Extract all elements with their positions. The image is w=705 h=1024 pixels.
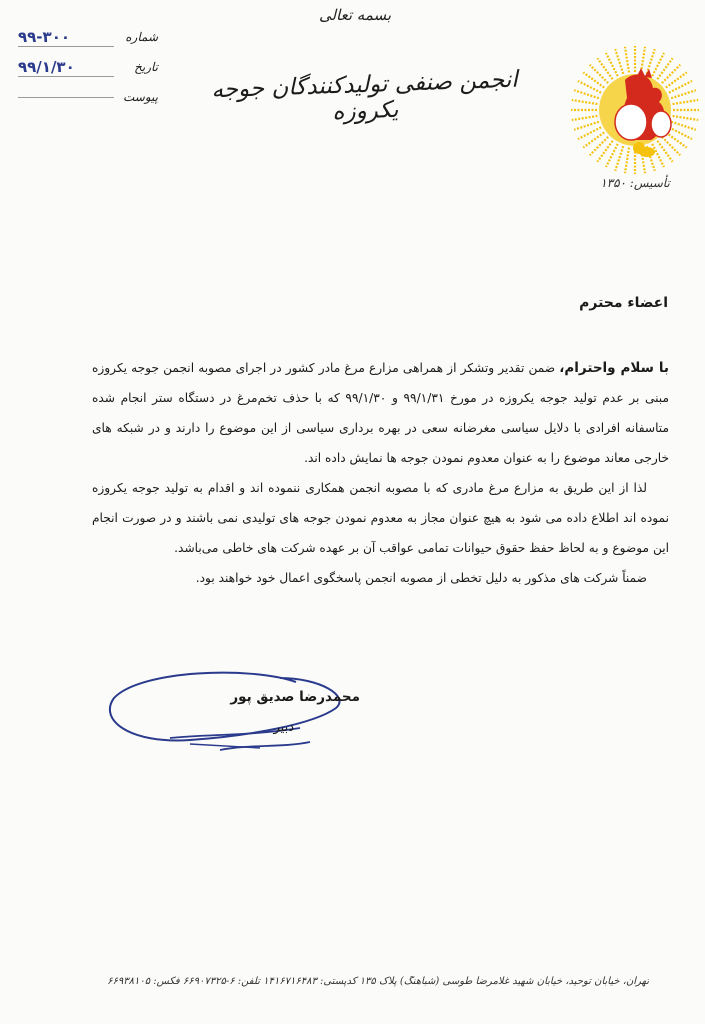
logo-ray	[662, 137, 680, 155]
logo-ray	[662, 65, 680, 83]
number-label: شماره	[125, 30, 158, 44]
logo-ray	[590, 65, 608, 83]
logo-ray	[673, 116, 699, 120]
logo-ray	[615, 49, 623, 74]
signatory-title: دبیر	[273, 720, 294, 735]
paragraph-2: لذا از این طریق به مزارع مرغ مادری که با مصوبه انجمن همکاری ننموده اند و اقدام به تولید جوجه یکروزه نموده اند اطلاع داده می شود به هیچ عنوان مجاز به معدوم نمودن جوجه های تولیدی نمی باشند و در صورت انجام این موضوع و به لحاظ حفظ حقوق حیوانات تمامی عواقب آن بر عهده شرکت های خاطی می‌باشد.	[92, 481, 669, 555]
signature-block	[100, 664, 360, 774]
letter-body	[92, 353, 669, 593]
date-label: تاریخ	[134, 60, 158, 74]
organization-logo	[565, 40, 705, 180]
logo-ray	[572, 100, 598, 104]
recipient-greeting: اعضاء محترم	[579, 295, 668, 311]
logo-ray	[590, 137, 608, 155]
paragraph-1-text: ضمن تقدیر وتشکر از همراهی مزارع مرغ مادر کشور در اجرای مصوبه انجمن جوجه یکروزه مبنی بر عدم تولید جوجه یکروزه در مورخ ۹۹/۱/۳۱ و ۹۹/۱/۳۰ که با حذف تخم‌مرغ در دستگاه ستر انجام شده متاسفانه افرادی با دلایل سیاسی مغرضانه سعی در بهره برداری سیاسی از این موضوع را دارند و در شبکه های خارجی معاند موضوع را به عنوان معدوم نمودن جوجه ها نمایش داده اند.	[92, 361, 669, 465]
logo-ray	[615, 146, 623, 171]
logo-ray	[673, 100, 699, 104]
established-text: تأسیس: ۱۳۵۰	[600, 176, 670, 190]
paragraph-1	[92, 353, 669, 473]
attachment-row	[8, 82, 158, 112]
attachment-label: پیوست	[123, 90, 158, 104]
paragraph-3: ضمناً شرکت های مذکور به دلیل تخطی از مصوبه انجمن پاسخگوی اعمال خود خواهند بود.	[195, 571, 647, 585]
logo-ray	[671, 90, 696, 98]
sunburst-rooster-logo-icon	[565, 40, 705, 180]
attachment-value	[18, 97, 114, 98]
date-value: ۹۹/۱/۳۰	[18, 58, 114, 77]
bismillah-text: بسمه تعالی	[318, 6, 392, 24]
logo-ray	[625, 148, 629, 174]
number-row	[8, 22, 158, 52]
logo-ray	[647, 49, 655, 74]
organization-title: انجمن صنفی تولیدکنندگان جوجه یکروزه	[210, 66, 519, 126]
signatory-name: محمدرضا صدیق پور	[230, 689, 360, 705]
logo-ray	[641, 47, 645, 73]
logo-ray	[574, 122, 599, 130]
logo-ray	[625, 47, 629, 73]
logo-ray	[671, 122, 696, 130]
date-row	[8, 52, 158, 82]
number-value: ۹۹-۳۰۰	[18, 28, 114, 47]
salutation: با سلام واحترام،	[559, 360, 670, 376]
handwritten-signature-icon	[100, 664, 360, 774]
logo-ray	[574, 90, 599, 98]
footer-address: تهران، خیابان توحید، خیابان شهید غلامرضا طوسی (شباهنگ) پلاک ۱۳۵ کدپستی: ۱۴۱۶۷۱۶۴۸۳ تلفن: ۶-۶۶۹۰۷۳۲۵ فکس: ۶۶۹۳۸۱۰۵	[107, 976, 649, 987]
logo-ray	[572, 116, 598, 120]
letter-meta	[8, 22, 158, 112]
